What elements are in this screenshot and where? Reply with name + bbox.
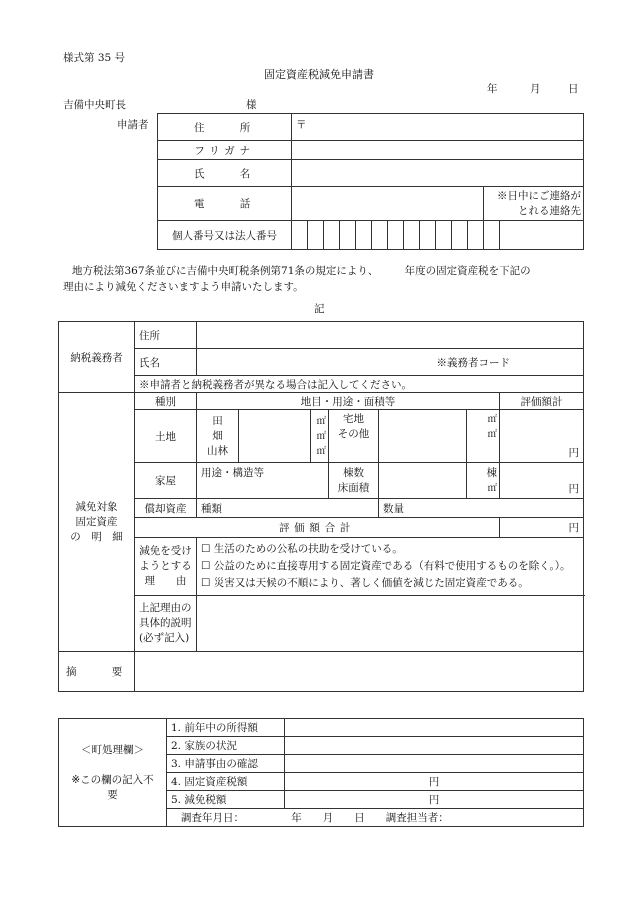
summary-field[interactable]	[135, 652, 584, 692]
summary-label: 摘 要	[59, 652, 135, 692]
applicant-table	[157, 113, 584, 250]
depreciable-qty-field[interactable]: 数量	[379, 499, 584, 518]
reason-option-disaster[interactable]: ☐ 災害又は天候の不順により、著しく価値を減じた固定資産である。	[201, 577, 529, 589]
name-field[interactable]	[292, 160, 584, 187]
office-item-income: 1. 前年中の所得額	[167, 719, 285, 737]
office-field-tax[interactable]: 円	[285, 773, 584, 791]
land-label: 土地	[135, 410, 197, 463]
assets-label: 減免対象 固定資産 の 明 細	[59, 393, 135, 652]
address-field[interactable]	[292, 114, 584, 141]
land-types: 田 畑 山林	[197, 410, 239, 463]
house-label: 家屋	[135, 463, 197, 499]
office-item-confirm: 3. 申請事由の確認	[167, 755, 285, 773]
taxpayer-note: ※申請者と納税義務者が異なる場合は記入してください。	[135, 376, 584, 393]
id-digit[interactable]	[388, 221, 404, 250]
office-item-reduction: 5. 減免税額	[167, 791, 285, 809]
office-title: ＜町処理欄＞ ※この欄の記入不 要	[59, 719, 167, 827]
furigana-label: フリガナ	[158, 141, 292, 160]
office-field-confirm[interactable]	[285, 755, 584, 773]
total-label: 評価額合計	[135, 518, 500, 538]
explanation-field[interactable]	[197, 596, 584, 652]
house-units: 棟 ㎡	[467, 463, 500, 499]
detail-header: 地目・用途・面積等	[197, 393, 500, 410]
name-label: 氏 名	[158, 160, 292, 187]
statement-line-2: 理由により減免くださいますよう申請いたします。	[63, 281, 304, 293]
land-value[interactable]: 円	[500, 410, 584, 463]
furigana-field[interactable]	[292, 141, 584, 160]
id-digit[interactable]	[436, 221, 452, 250]
office-field-reduction[interactable]: 円	[285, 791, 584, 809]
taxpayer-name-label: 氏名	[135, 349, 197, 376]
depreciable-kind-field[interactable]: 種類	[197, 499, 379, 518]
form-number: 様式第 35 号	[63, 52, 126, 64]
id-digit[interactable]	[356, 221, 372, 250]
id-digit[interactable]	[340, 221, 356, 250]
survey-info: 調査年月日： 年 月 日 調査担当者：	[167, 809, 584, 827]
land-field-agri[interactable]	[239, 410, 311, 463]
id-digit[interactable]	[452, 221, 468, 250]
applicant-label: 申請者	[117, 119, 149, 131]
reason-option-assistance[interactable]: ☐ 生活のための公私の扶助を受けている。	[201, 543, 403, 555]
ki-label: 記	[314, 303, 325, 315]
phone-field[interactable]	[292, 187, 484, 221]
id-digit[interactable]	[308, 221, 324, 250]
id-digit[interactable]	[292, 221, 308, 250]
office-table	[58, 718, 584, 827]
land-units-other: ㎡ ㎡	[467, 410, 500, 463]
main-table	[58, 321, 584, 692]
date-day: 日	[568, 83, 579, 95]
office-item-tax: 4. 固定資産税額	[167, 773, 285, 791]
id-digit[interactable]	[468, 221, 484, 250]
house-value[interactable]: 円	[500, 463, 584, 499]
house-count-field[interactable]	[379, 463, 467, 499]
id-digit[interactable]	[372, 221, 388, 250]
statement-line-1: 地方税法第367条並びに吉備中央町税条例第71条の規定により、 年度の固定資産税を下記の	[72, 265, 531, 277]
taxpayer-address-label: 住所	[135, 322, 197, 349]
id-digit[interactable]	[500, 221, 584, 250]
office-field-family[interactable]	[285, 737, 584, 755]
id-digit[interactable]	[484, 221, 500, 250]
office-field-income[interactable]	[285, 719, 584, 737]
phone-label: 電 話	[158, 187, 292, 221]
house-count-labels: 棟数 床面積	[329, 463, 379, 499]
taxpayer-name-field[interactable]	[197, 349, 437, 376]
reason-options	[197, 538, 584, 596]
id-digit[interactable]	[404, 221, 420, 250]
taxpayer-address-field[interactable]	[197, 322, 584, 349]
land-field-other[interactable]	[379, 410, 467, 463]
office-item-family: 2. 家族の状況	[167, 737, 285, 755]
id-digit[interactable]	[420, 221, 436, 250]
addressee-honorific: 様	[246, 99, 257, 111]
address-label: 住 所	[158, 114, 292, 141]
reason-label: 減免を受け ようとする 理 由	[135, 538, 197, 596]
total-value[interactable]: 円	[500, 518, 584, 538]
explanation-label: 上記理由の 具体的説明 (必ず記入)	[135, 596, 197, 652]
date-year: 年	[487, 83, 498, 95]
id-number-label: 個人番号又は法人番号	[158, 221, 292, 250]
house-use-field[interactable]: 用途・構造等	[197, 463, 329, 499]
form-title: 固定資産税減免申請書	[264, 68, 374, 81]
land-other-types: 宅地 その他	[329, 410, 379, 463]
reason-option-public-use[interactable]: ☐ 公益のために直接専用する固定資産である（有料で使用するものを除く。）。	[201, 560, 571, 572]
addressee-name: 吉備中央町長	[63, 99, 126, 111]
value-header: 評価額計	[500, 393, 584, 410]
postal-mark: 〒	[296, 119, 307, 131]
id-digit[interactable]	[324, 221, 340, 250]
land-units-agri: ㎡ ㎡ ㎡	[311, 410, 329, 463]
taxpayer-code[interactable]: ※義務者コード	[437, 349, 584, 376]
depreciable-label: 償却資産	[135, 499, 197, 518]
type-header: 種別	[135, 393, 197, 410]
date-month: 月	[530, 83, 541, 95]
phone-note: ※日中にご連絡が とれる連絡先	[484, 187, 584, 221]
taxpayer-label: 納税義務者	[59, 322, 135, 393]
